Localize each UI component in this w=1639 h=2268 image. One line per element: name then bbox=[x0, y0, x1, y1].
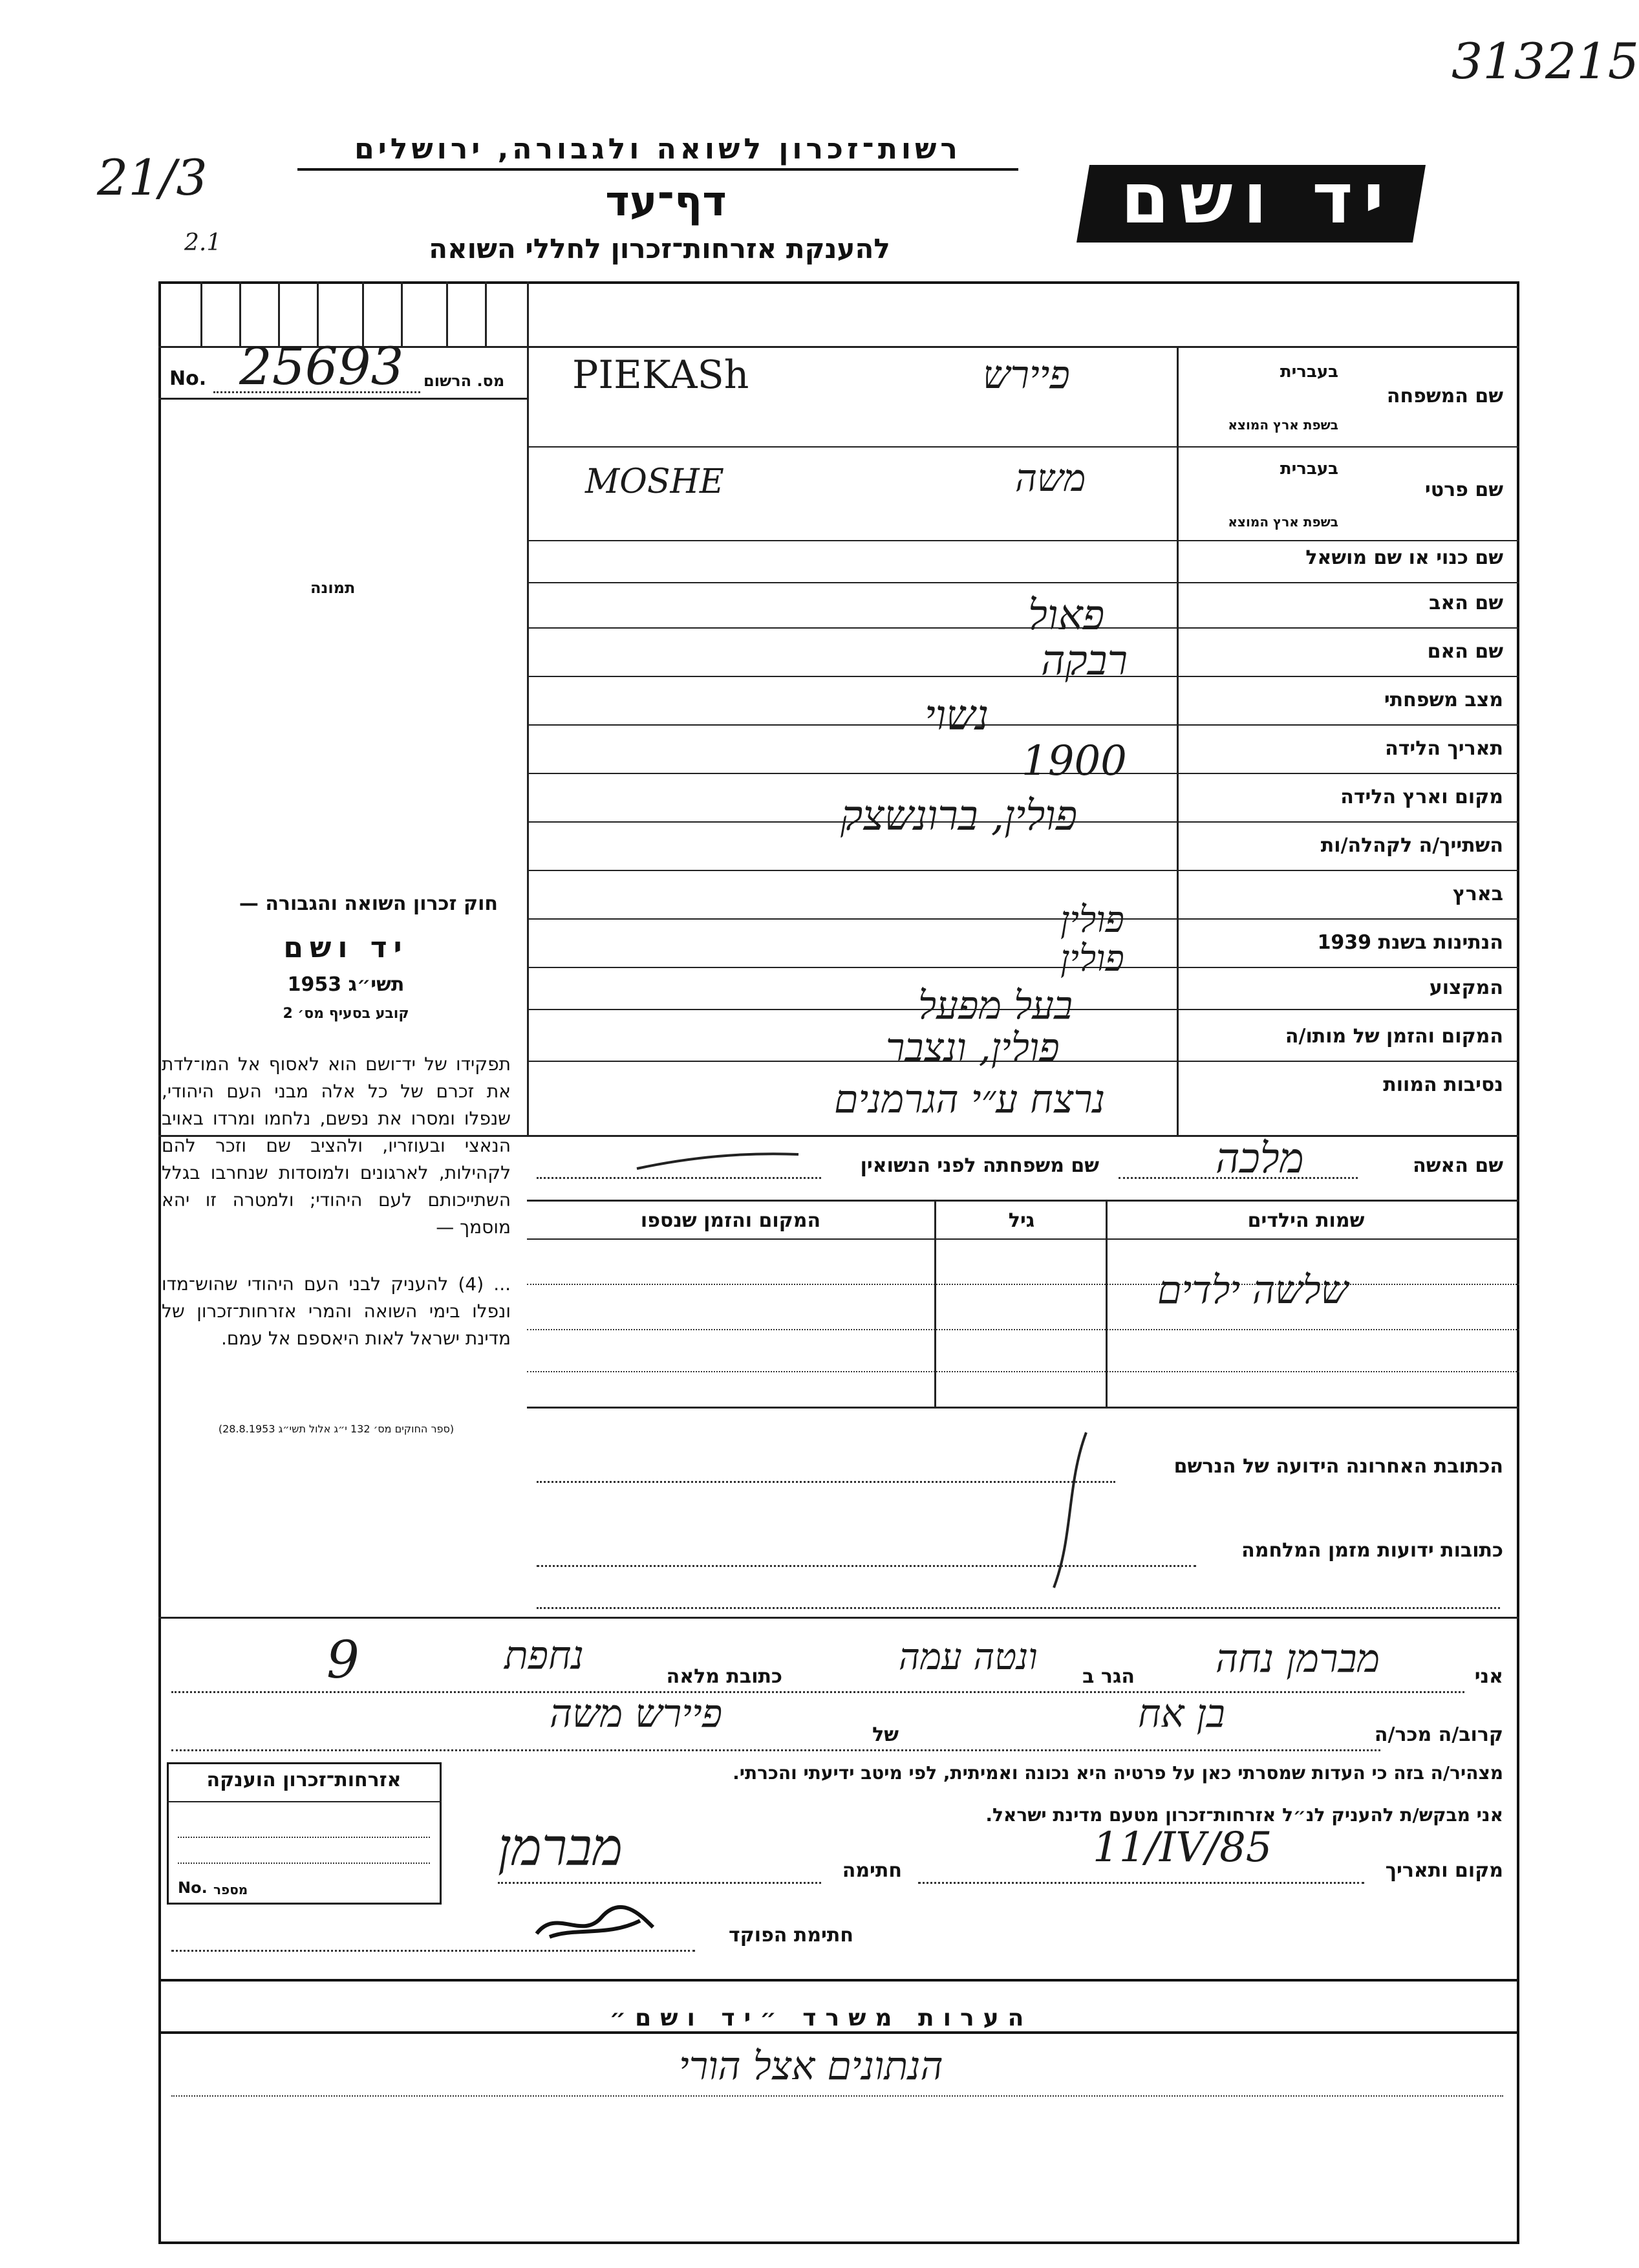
first-name-hebrew-sub: בעברית bbox=[1280, 459, 1338, 479]
profession-label: המקצוע bbox=[1429, 977, 1503, 999]
no-label: No. bbox=[169, 367, 207, 390]
resides-value: ונטה עמה bbox=[899, 1636, 1038, 1678]
father-name-label: שם האב bbox=[1429, 592, 1503, 614]
family-name-origin-sub: בשפת ארץ המוצא bbox=[1228, 417, 1338, 433]
children-names-header: שמות הילדים bbox=[1247, 1209, 1365, 1232]
first-name-hebrew: משה bbox=[1015, 456, 1086, 500]
law-year: תשי״ג 1953 bbox=[287, 973, 405, 996]
of-label: של bbox=[872, 1723, 899, 1746]
family-name-hebrew: פיירש bbox=[983, 352, 1070, 398]
registration-label: מס. הרשום bbox=[423, 372, 505, 390]
grant-box-number-label: מספר bbox=[213, 1882, 248, 1897]
office-note: הנתונים אצל הורי bbox=[679, 2044, 943, 2089]
yad-vashem-logo bbox=[1077, 152, 1439, 252]
organization-line: רשות־זכרון לשואה ולגבורה, ירושלים bbox=[297, 133, 1018, 171]
marital-status-value: נשוי bbox=[925, 692, 989, 740]
first-name-latin: MOSHE bbox=[585, 462, 724, 501]
country-label: בארץ bbox=[1452, 883, 1503, 905]
first-name-label: שם פרטי bbox=[1424, 479, 1503, 501]
photo-label: תמונה bbox=[310, 579, 356, 597]
margin-note: 21/3 bbox=[97, 149, 208, 206]
of-value: פיירש משה bbox=[550, 1691, 723, 1736]
birth-place-label: מקום וארץ הלידה bbox=[1340, 786, 1503, 808]
maiden-name-strike bbox=[634, 1148, 802, 1174]
family-name-hebrew-sub: בעברית bbox=[1280, 362, 1338, 382]
citizenship-value: פולין bbox=[1060, 938, 1124, 980]
community-label: השתייך/ה לקהלה/ות bbox=[1320, 834, 1503, 857]
mother-name-label: שם האם bbox=[1427, 640, 1503, 663]
death-circumstances-label: נסיבות המוות bbox=[1383, 1074, 1503, 1096]
signature-label: חתימה bbox=[842, 1859, 902, 1882]
signature-value: מברמן bbox=[498, 1817, 623, 1877]
law-citation: (ספר החוקים מס׳ 132 י״ג אלול תשי״ג 28.8.1953) bbox=[218, 1423, 455, 1435]
law-title: חוק זכרון השואה והגבורה — bbox=[239, 892, 498, 915]
address-value: נחפת bbox=[504, 1633, 584, 1678]
declarant-name: מברמן נחה bbox=[1216, 1636, 1380, 1681]
law-text: תפקידו של יד־ושם הוא לאסוף אל המו־לדת את זכרם של כל אלה מבני העם היהודי, שנפלו ומסרו את נפשם, נלחמו ומרדו באויב הנאצי ובעוזריו, ולהציב שם וזכר להם לקהילות, לארגונים ולמוסדות שנחרבו בגלל השתייכותם לעם היהודי; ולמטרה זו יהא מוסמך — bbox=[162, 1053, 511, 1238]
wife-value: מלכה bbox=[1216, 1135, 1304, 1183]
registration-number: 25693 bbox=[239, 336, 404, 396]
last-address-label: הכתובת האחרונה הידועה של הנרשם bbox=[1173, 1455, 1503, 1478]
office-remarks-title: הערות משרד ״יד ושם״ bbox=[609, 2005, 1033, 2031]
death-place-value: פולין, ונצבר bbox=[886, 1025, 1060, 1070]
death-circumstances-value: נרצח ע״י הגרמנים bbox=[834, 1077, 1106, 1122]
declaration-statement: מצהיר/ה בזה כי העדות שמסרתי כאן על פרטיה היא נכונה ואמיתית, לפי מיטב ידיעתי והכרתי. bbox=[733, 1762, 1503, 1784]
wartime-address-label: כתובות ידועות מזמן המלחמה bbox=[1241, 1539, 1503, 1562]
country-value: פולין bbox=[1060, 899, 1124, 941]
death-place-time-label: המקום והזמן של מותו/ה bbox=[1285, 1025, 1503, 1048]
form-subtitle: להענקת אזרחות־זכרון לחללי השואה bbox=[429, 233, 890, 265]
grant-box-title: אזרחות־זכרון הוענקה bbox=[206, 1769, 402, 1791]
place-date-value: 11/IV/85 bbox=[1093, 1824, 1272, 1872]
place-date-label: מקום ותאריך bbox=[1385, 1859, 1503, 1882]
corner-number: 313215 bbox=[1452, 32, 1639, 90]
family-name-latin: PIEKASh bbox=[572, 352, 749, 398]
birth-date-value: 1900 bbox=[1022, 737, 1127, 785]
maiden-name-label: שם משפחתה לפני הנשואין bbox=[860, 1154, 1099, 1177]
citizenship-label: הנתינות בשנת 1939 bbox=[1317, 931, 1503, 954]
wife-label: שם האשה bbox=[1413, 1154, 1503, 1177]
mother-name-value: רבקה bbox=[1041, 637, 1128, 685]
address-strike bbox=[1047, 1426, 1099, 1594]
full-address-label: כתובת מלאה bbox=[666, 1665, 782, 1688]
family-name-label: שם המשפחה bbox=[1386, 385, 1503, 407]
i-label: אני bbox=[1474, 1665, 1503, 1688]
logo-text: יד ושם bbox=[1120, 158, 1395, 239]
marital-status-label: מצב משפחתי bbox=[1384, 689, 1503, 711]
birth-place-value: פולין, ברונשצק bbox=[841, 792, 1078, 840]
nickname-label: שם כנוי או שם מושאל bbox=[1305, 546, 1503, 569]
declaration-request: אני מבקש/ת להעניק לנ״ל אזרחות־זכרון מטעם מדינת ישראל. bbox=[985, 1804, 1503, 1826]
law-section: קובע בסעיף מס׳ 2 bbox=[283, 1006, 409, 1022]
law-text-clause: ... (4) להעניק לבני העם היהודי שהוש־מדו ונפלו בימי השואה והמרי אזרחות־זכרון של מדינת ישראל לאות היאספם אל עמם. bbox=[162, 1273, 511, 1349]
grant-box-no-label: No. bbox=[178, 1879, 208, 1897]
children-age-header: גיל bbox=[1008, 1209, 1035, 1232]
children-value: שלשה ילדים bbox=[1157, 1268, 1349, 1313]
relative-value: בן אח bbox=[1138, 1691, 1225, 1736]
birth-date-label: תאריך הלידה bbox=[1385, 737, 1503, 760]
official-signature-label: חתימת הפוקד bbox=[729, 1924, 853, 1947]
profession-value: בעל מפעל bbox=[918, 983, 1073, 1028]
address-number: 9 bbox=[327, 1630, 359, 1690]
form-title: דף־עד bbox=[605, 178, 727, 226]
father-name-value: פאול bbox=[1028, 592, 1105, 640]
resides-label: הגר ב bbox=[1082, 1665, 1135, 1688]
first-name-origin-sub: בשפת ארץ המוצא bbox=[1228, 514, 1338, 530]
relative-label: קרוב/ה מכר/ה bbox=[1374, 1723, 1503, 1746]
official-signature-scribble bbox=[530, 1901, 659, 1947]
law-name: יד ושם bbox=[283, 931, 409, 964]
margin-note-small: 2.1 bbox=[184, 230, 222, 256]
children-death-header: המקום והזמן שנספו bbox=[640, 1209, 821, 1232]
